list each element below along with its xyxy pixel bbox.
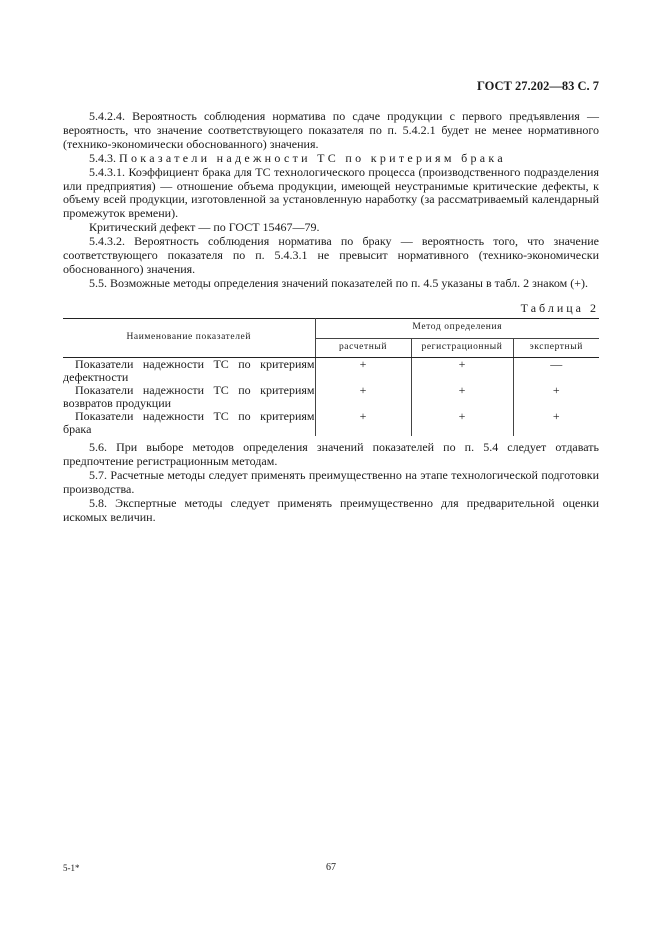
table-header-registration: регистрационный	[411, 338, 513, 358]
table-row	[63, 410, 599, 436]
table-caption: Таблица 2	[520, 301, 599, 315]
cell-value: +	[411, 384, 513, 410]
page-header: ГОСТ 27.202—83 С. 7	[476, 79, 599, 93]
table-row	[63, 384, 599, 410]
paragraph-5-4-3-1: 5.4.3.1. Коэффициент брака для ТС технологического процесса (производственного подразделения или предприятия) — отношение объема продукции, имеющей неустранимые критические дефекты, к объему всей продукции, изготовленной за установленную наработку (за рассматриваемый календарный промежуток времени).	[63, 164, 599, 221]
paragraph-5-4-2-4: 5.4.2.4. Вероятность соблюдения норматива по сдаче продукции с первого предъявления — вероятность, что значение соответствующего показателя по п. 5.4.2.1 будет не менее нормативного (технико-экономически обоснованного) значения.	[63, 109, 599, 151]
row-name: Показатели надежности ТС по критериям возвратов продукции	[63, 383, 315, 410]
table-header-name: Наименование показателей	[63, 319, 315, 358]
paragraph-5-4-3-2: 5.4.3.2. Вероятность соблюдения норматива по браку — вероятность того, что значение соответствующего показателя по п. 5.4.3.1 не превысит нормативного (технико-экономически обоснованного) значения.	[63, 234, 599, 276]
body-text-block	[63, 110, 599, 291]
tail-text-block	[63, 441, 599, 524]
table-header-expert: экспертный	[513, 338, 599, 358]
cell-value: +	[552, 409, 560, 423]
cell-value: +	[411, 358, 513, 385]
footer-signature-mark: 5-1*	[63, 863, 80, 873]
table-header-method: Метод определения	[315, 319, 599, 339]
methods-table	[63, 318, 599, 436]
cell-value: +	[411, 410, 513, 436]
section-title: Показатели надежности ТС по критериям брака	[119, 150, 506, 165]
page-number: 67	[326, 862, 336, 873]
row-name: Показатели надежности ТС по критериям дефектности	[63, 357, 315, 384]
paragraph-5-4-3	[63, 152, 599, 166]
cell-value: +	[359, 357, 367, 371]
cell-value: +	[359, 409, 367, 423]
table-header-calc: расчетный	[315, 338, 411, 358]
paragraph-5-5: 5.5. Возможные методы определения значений показателей по п. 4.5 указаны в табл. 2 знаком (+).	[89, 275, 588, 290]
section-number: 5.4.3.	[89, 150, 119, 165]
paragraph-critical-defect: Критический дефект — по ГОСТ 15467—79.	[89, 220, 320, 235]
paragraph-5-6: 5.6. При выборе методов определения значений показателей по п. 5.4 следует отдавать предпочтение регистрационным методам.	[63, 440, 599, 468]
paragraph-5-7: 5.7. Расчетные методы следует применять преимущественно на этапе технологической подготовки производства.	[63, 467, 599, 496]
cell-value: +	[552, 383, 560, 397]
paragraph-5-8: 5.8. Экспертные методы следует применять преимущественно для предварительной оценки искомых величин.	[63, 495, 599, 524]
cell-value: —	[550, 357, 563, 371]
table-row	[63, 358, 599, 385]
row-name: Показатели надежности ТС по критериям брака	[63, 409, 315, 436]
cell-value: +	[359, 383, 367, 397]
